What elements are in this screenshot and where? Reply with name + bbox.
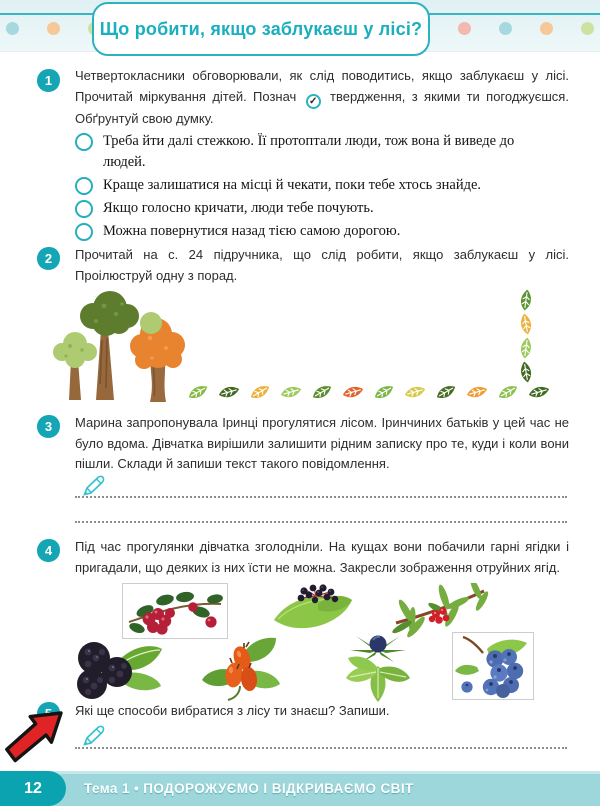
option-checkbox-2[interactable] [75,177,93,195]
option-row [75,221,547,242]
decorative-dot [47,22,60,35]
write-line-1[interactable] [75,496,567,498]
leaf-icon [276,377,306,407]
leaf-icon [306,376,339,409]
task-1-text [75,66,569,130]
option-checkbox-1[interactable] [75,133,93,151]
write-line-3[interactable] [75,747,567,749]
option-label: Можна повернутися назад тією самою дорогою. [103,223,401,239]
option-row [75,198,547,219]
leaf-divider-row [186,380,551,404]
task-2-text: Прочитай на с. 24 підручника, що слід робити, якщо заблукаєш у лісі. Проілюструй одну з порад. [75,247,569,283]
decorative-dot [581,22,594,35]
red-arrow-pointer [1,705,67,765]
task-4-text: Під час прогулянки дівчатка зголодніли. На кущах вони побачили гарні ягідки і пригадали, що деяких із них їсти не можна. Закресли зображення отруйних ягід. [75,539,569,575]
leaf-icon [512,358,540,386]
task-4-badge: 4 [37,539,60,562]
decorative-dot [6,22,19,35]
leaf-icon [182,376,215,409]
leaf-icon [244,376,277,409]
option-checkbox-4[interactable] [75,223,93,241]
option-label: Треба йти далі стежкою. Її протоптали люди, тож вона й виведе до людей. [103,133,515,170]
leaf-icon [368,376,401,409]
decorative-dot [458,22,471,35]
blueberry-image[interactable] [452,632,534,700]
leaf-icon [338,377,368,407]
trees-illustration [48,288,190,406]
write-line-2[interactable] [75,521,567,523]
task-2-badge: 2 [37,247,60,270]
option-label: Якщо голосно кричати, люди тебе почують. [103,200,374,216]
leaf-icon [462,377,492,407]
leaf-icon [214,377,244,407]
check-circle-icon: ✓ [306,94,321,109]
task-5-text: Які ще способи вибратися з лісу ти знаєш? Запиши. [75,703,390,718]
page-title: Що робити, якщо заблукаєш у лісі? [99,18,423,39]
pencil-icon [80,723,106,749]
footer-theme-text: Тема 1 • ПОДОРОЖУЄМО І ВІДКРИВАЄМО СВІТ [84,781,414,796]
task-1-options [75,131,547,244]
page-number-badge: 12 [0,771,66,806]
leaf-icon [400,377,430,407]
decorative-dot [499,22,512,35]
leaf-divider-column [514,288,538,384]
decorative-dot [540,22,553,35]
task-3-text: Марина запропонувала Іринці прогулятися лісом. Іринчиних батьків у цей час не було вдома. Дівчатка вирішили залишити рідним записку про те, куди і коли вони пішли. Склади й запиши текст такого повідомлення. [75,415,569,471]
option-label: Краще залишатися на місці й чекати, поки тебе хтось знайде. [103,177,482,193]
task-1-text-before: Четвертокласники обговорювали, як слід поводитись, якщо заблукаєш у лісі. Прочитай міркування дітей. Познач [75,68,569,104]
task-3-badge: 3 [37,415,60,438]
option-row [75,175,547,196]
task-1-text-after: твердження, з якими ти погоджуєшся. Обґрунтуй свою думку. [75,88,569,127]
option-row [75,131,547,173]
leaf-icon [430,376,463,409]
option-checkbox-3[interactable] [75,200,93,218]
page-title-box [92,2,430,56]
task-1-badge: 1 [37,69,60,92]
